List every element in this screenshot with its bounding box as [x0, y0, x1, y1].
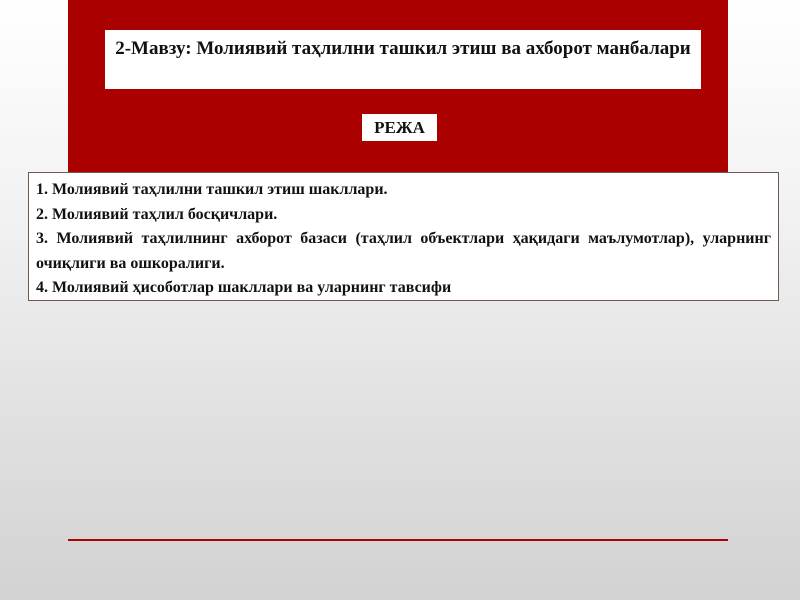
plan-item-2: 2. Молиявий таҳлил босқичлари.: [36, 205, 278, 223]
slide-title-box: [105, 30, 701, 89]
slide-title: 2-Мавзу: Молиявий таҳлилни ташкил этиш ва ахборот манбалари: [115, 38, 691, 59]
plan-list-box: [28, 172, 779, 301]
plan-item-1: 1. Молиявий таҳлилни ташкил этиш шакллари.: [36, 181, 388, 198]
plan-item-3: 3. Молиявий таҳлилнинг ахборот базаси (таҳлил объектлари ҳақидаги маълумотлар), уларнинг очиқлиги ва ошкоралиги.: [36, 230, 771, 272]
bottom-divider-line: [68, 539, 728, 541]
plan-item-4: 4. Молиявий ҳисоботлар шакллари ва уларнинг тавсифи: [36, 279, 452, 296]
plan-label-box: [362, 114, 437, 141]
plan-label: РЕЖА: [374, 118, 425, 137]
